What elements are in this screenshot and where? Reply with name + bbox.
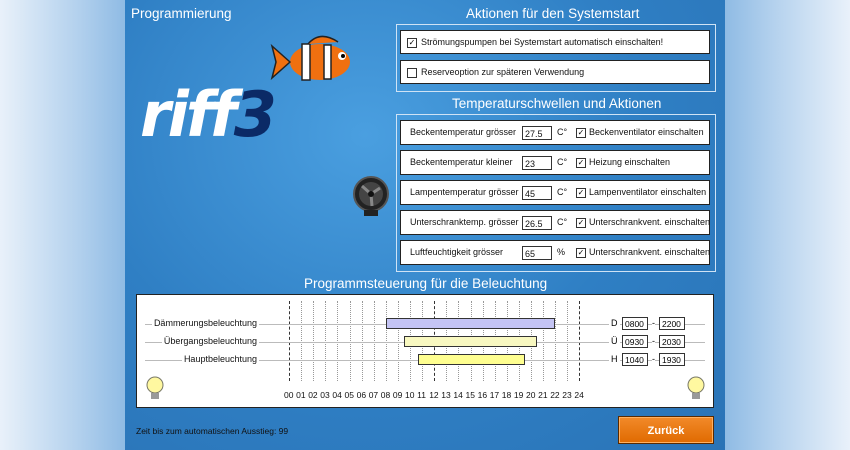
threshold-action-checkbox[interactable]: ✓ (577, 218, 585, 227)
hour-tick-label: 03 (320, 390, 330, 400)
hour-tick-label: 22 (550, 390, 560, 400)
startup-checkbox-2[interactable] (407, 68, 417, 78)
hour-gridline (289, 301, 290, 381)
time-separator: - (652, 318, 655, 328)
background-right (725, 0, 850, 450)
threshold-action-label: Lampenventilator einschalten (589, 187, 707, 197)
threshold-unit: C° (557, 157, 568, 167)
startup-label-2: Reserveoption zur späteren Verwendung (421, 67, 585, 77)
threshold-value-input[interactable]: 23 (522, 156, 552, 170)
hour-tick-label: 14 (453, 390, 463, 400)
threshold-row (400, 150, 710, 175)
threshold-action-checkbox[interactable]: ✓ (577, 158, 585, 167)
threshold-unit: C° (557, 127, 568, 137)
light-start-input[interactable]: 0800 (622, 317, 648, 330)
hour-gridline (362, 301, 363, 381)
light-row-name: Übergangsbeleuchtung (163, 336, 257, 346)
threshold-value-input[interactable]: 65 (522, 246, 552, 260)
hour-tick-label: 19 (513, 390, 524, 400)
startup-row-1 (400, 30, 710, 54)
light-row-letter: Ü (611, 336, 618, 346)
hour-tick-label: 15 (465, 390, 475, 400)
threshold-label: Lampentemperatur grösser (410, 187, 519, 197)
hour-gridline (350, 301, 351, 381)
time-separator: - (652, 354, 655, 364)
hour-tick-label: 09 (392, 390, 403, 400)
startup-title: Aktionen für den Systemstart (466, 6, 640, 21)
light-schedule-bar[interactable] (386, 318, 555, 329)
threshold-action-label: Heizung einschalten (589, 157, 671, 167)
light-row-letter: D (611, 318, 618, 328)
threshold-value-input[interactable]: 45 (522, 186, 552, 200)
time-separator: - (652, 336, 655, 346)
hour-tick-label: 21 (538, 390, 548, 400)
hour-gridline (337, 301, 338, 381)
background-left (0, 0, 125, 450)
auto-exit-status: Zeit bis zum automatischen Ausstieg: 99 (136, 426, 289, 436)
bulb-icon-left (145, 376, 165, 402)
light-schedule-bar[interactable] (404, 336, 537, 347)
threshold-value-input[interactable]: 26.5 (522, 216, 552, 230)
light-schedule-bar[interactable] (418, 354, 525, 365)
hour-tick-label: 20 (526, 390, 536, 400)
threshold-row (400, 210, 710, 235)
threshold-action-checkbox[interactable]: ✓ (577, 188, 585, 197)
hour-tick-label: 07 (368, 390, 379, 400)
hour-gridline (313, 301, 314, 381)
hour-tick-label: 18 (501, 390, 512, 400)
hour-tick-label: 06 (356, 390, 367, 400)
program-title: Programmierung (131, 6, 232, 21)
light-start-input[interactable]: 0930 (622, 335, 648, 348)
light-end-input[interactable]: 2030 (659, 335, 685, 348)
light-end-input[interactable]: 2200 (659, 317, 685, 330)
light-row-name: Hauptbeleuchtung (183, 354, 257, 364)
threshold-row (400, 240, 710, 265)
threshold-value-input[interactable]: 27.5 (522, 126, 552, 140)
threshold-action-label: Unterschrankvent. einschalten (589, 247, 711, 257)
hour-gridline (398, 301, 399, 381)
hour-tick-label: 04 (332, 390, 342, 400)
threshold-action-label: Beckenventilator einschalten (589, 127, 704, 137)
threshold-unit: C° (557, 187, 568, 197)
hour-tick-label: 01 (296, 390, 306, 400)
threshold-action-checkbox[interactable]: ✓ (577, 248, 585, 257)
light-row-name: Dämmerungsbeleuchtung (153, 318, 257, 328)
hour-tick-label: 24 (574, 390, 584, 400)
hour-tick-label: 10 (405, 390, 415, 400)
threshold-label: Beckentemperatur kleiner (410, 157, 513, 167)
startup-label-1: Strömungspumpen bei Systemstart automatisch einschalten! (421, 37, 664, 47)
light-start-input[interactable]: 1040 (622, 353, 648, 366)
clownfish-icon (268, 28, 363, 92)
threshold-label: Unterschranktemp. grösser (410, 217, 519, 227)
hour-gridline (579, 301, 580, 381)
hour-tick-label: 16 (477, 390, 488, 400)
hour-gridline (386, 301, 387, 381)
fan-icon (352, 174, 390, 218)
startup-checkbox-1[interactable]: ✓ (408, 38, 416, 47)
threshold-unit: % (557, 247, 566, 257)
lighting-chart (136, 294, 714, 408)
back-button[interactable]: Zurück (618, 416, 714, 444)
hour-tick-label: 12 (429, 390, 439, 400)
threshold-label: Beckentemperatur grösser (410, 127, 517, 137)
hour-tick-label: 11 (417, 390, 426, 400)
hour-tick-label: 05 (344, 390, 354, 400)
hour-tick-label: 00 (284, 390, 294, 400)
light-end-input[interactable]: 1930 (659, 353, 685, 366)
threshold-action-label: Unterschrankvent. einschalten (589, 217, 711, 227)
hour-tick-label: 02 (308, 390, 318, 400)
hour-tick-label: 23 (562, 390, 572, 400)
hour-gridline (555, 301, 556, 381)
threshold-unit: C° (557, 217, 568, 227)
hour-gridline (567, 301, 568, 381)
hour-tick-label: 17 (489, 390, 500, 400)
hour-tick-label: 13 (441, 390, 451, 400)
bulb-icon-right (686, 376, 706, 402)
lighting-title: Programmsteuerung für die Beleuchtung (304, 276, 548, 291)
startup-row-2 (400, 60, 710, 84)
light-row-letter: H (611, 354, 618, 364)
hour-tick-label: 08 (380, 390, 391, 400)
thresholds-title: Temperaturschwellen und Aktionen (452, 96, 662, 111)
hour-gridline (325, 301, 326, 381)
threshold-label: Luftfeuchtigkeit grösser (410, 247, 504, 257)
riff3-logo: riff3 (140, 78, 274, 151)
threshold-row (400, 120, 710, 145)
hour-gridline (543, 301, 544, 381)
hour-gridline (374, 301, 375, 381)
threshold-row (400, 180, 710, 205)
threshold-action-checkbox[interactable]: ✓ (577, 128, 585, 137)
hour-gridline (301, 301, 302, 381)
